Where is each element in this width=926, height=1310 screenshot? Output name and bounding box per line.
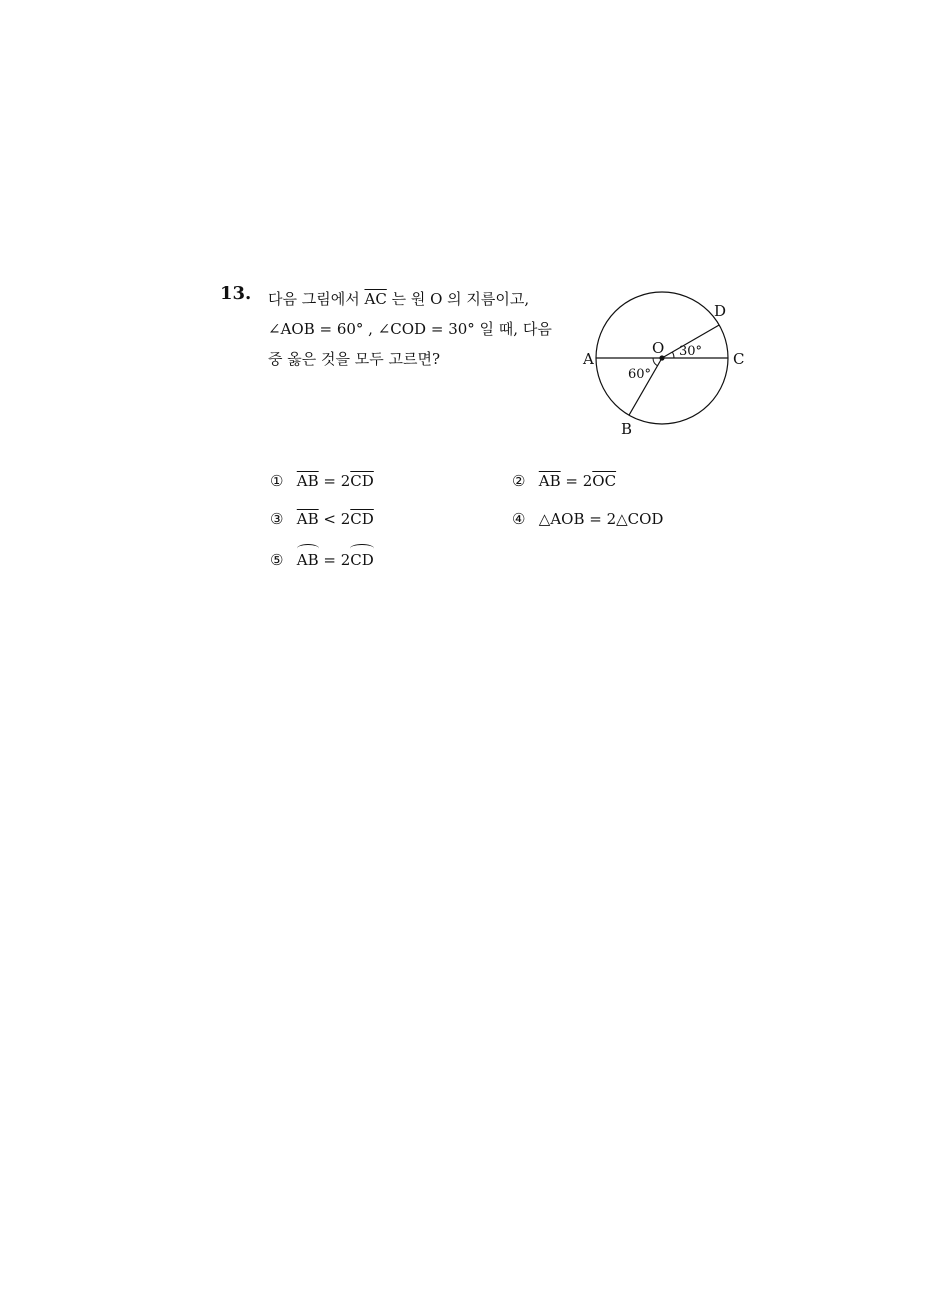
problem-13 — [0, 0, 926, 600]
angle-arc-cod — [672, 352, 674, 358]
choice-2-op: = 2 — [560, 472, 593, 490]
choice-1-right: $\overline{CD}$ — [350, 472, 374, 490]
question-text — [268, 284, 568, 374]
choice-4[interactable] — [512, 510, 663, 528]
circle-figure — [576, 284, 756, 444]
choice-2[interactable] — [512, 472, 616, 490]
choice-3[interactable] — [270, 510, 374, 528]
choice-1-left: $\overline{AB}$ — [296, 472, 319, 490]
segment-ac: $\overline{AC}$ — [364, 290, 387, 308]
label-b: B — [621, 420, 633, 438]
choice-3-right: $\overline{CD}$ — [350, 510, 374, 528]
question-line-2: ∠AOB = 60° , ∠COD = 30° 일 때, 다음 — [268, 320, 552, 338]
choice-1-number: ① — [270, 472, 284, 490]
label-a: A — [583, 350, 594, 368]
choice-5-left: AB — [296, 551, 319, 569]
choice-4-text: △AOB = 2△COD — [538, 510, 664, 528]
choice-3-op: < 2 — [318, 510, 351, 528]
angle-label-aob: 60° — [628, 367, 652, 382]
choice-1[interactable] — [270, 472, 374, 490]
choice-5-right: CD — [350, 551, 374, 569]
choice-1-op: = 2 — [318, 472, 351, 490]
label-o: O — [652, 339, 665, 357]
circle-diagram — [576, 284, 756, 444]
question-number: 13. — [220, 283, 252, 304]
choice-2-number: ② — [512, 472, 526, 490]
angle-arc-aob — [653, 358, 658, 366]
choice-5[interactable] — [270, 549, 374, 569]
choice-3-left: $\overline{AB}$ — [296, 510, 319, 528]
label-c: C — [733, 350, 745, 368]
angle-label-cod: 30° — [679, 344, 703, 359]
question-line-1 — [268, 284, 568, 314]
question-line-1-b: 는 원 O 의 지름이고, — [386, 290, 530, 308]
question-line-1-a: 다음 그림에서 — [268, 290, 365, 308]
label-d: D — [714, 302, 727, 320]
choice-4-number: ④ — [512, 510, 526, 528]
question-line-3: 중 옳은 것을 모두 고르면? — [268, 350, 441, 368]
choice-2-left: $\overline{AB}$ — [538, 472, 561, 490]
choice-5-number: ⑤ — [270, 551, 284, 569]
choice-5-op: = 2 — [318, 551, 351, 569]
choice-3-number: ③ — [270, 510, 284, 528]
choice-2-right: $\overline{OC}$ — [592, 472, 617, 490]
